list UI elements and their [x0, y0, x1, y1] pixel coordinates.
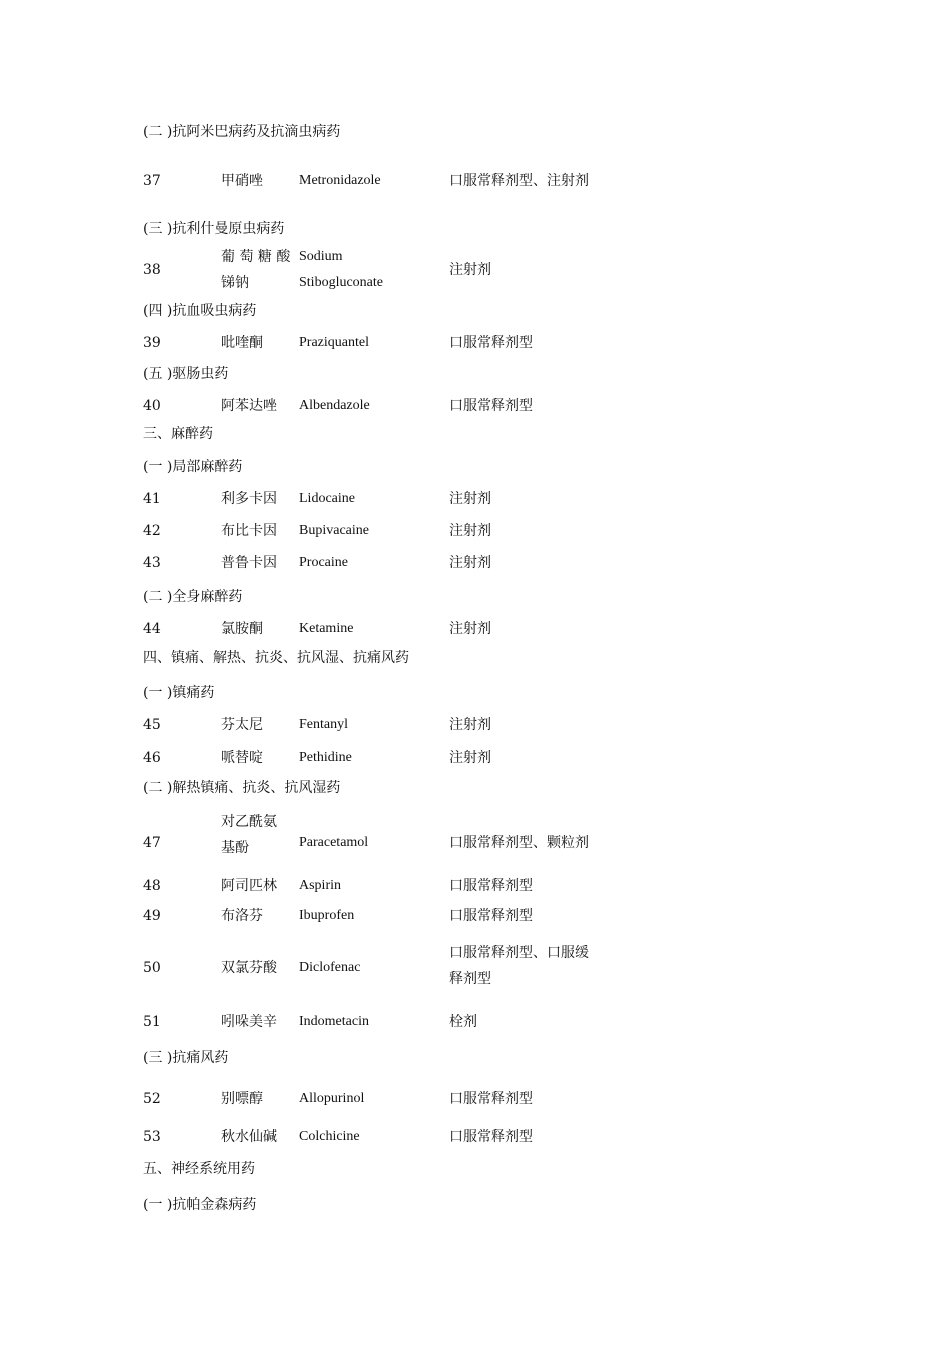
drug-name-en: Allopurinol: [299, 1091, 365, 1106]
drug-name-cn: 利多卡因: [221, 491, 277, 507]
drug-number: 40: [143, 398, 161, 414]
drug-number: 38: [143, 262, 161, 278]
heading-anesthetics: 三、麻醉药: [143, 426, 213, 442]
heading-anthelmintic: (五 )驱肠虫药: [143, 366, 229, 382]
drug-name-en: Indometacin: [299, 1014, 369, 1029]
table-row: [0, 491, 950, 507]
heading-antiparkinson: (一 )抗帕金森病药: [143, 1197, 257, 1213]
drug-number: 41: [143, 491, 161, 507]
drug-name-en: Lidocaine: [299, 491, 355, 506]
drug-name-cn: 吡喹酮: [221, 335, 263, 351]
heading-local-anesthetics: (一 )局部麻醉药: [143, 459, 243, 475]
drug-number: 49: [143, 908, 161, 924]
table-row: [0, 398, 950, 414]
drug-number: 45: [143, 717, 161, 733]
section-heading: [0, 124, 950, 140]
drug-number: 50: [143, 960, 161, 976]
table-row: [0, 555, 950, 571]
dosage-form: 注射剂: [449, 750, 491, 766]
table-row: [0, 814, 950, 856]
dosage-form: 口服常释剂型: [449, 398, 533, 414]
dosage-form: 注射剂: [449, 262, 491, 278]
drug-name-en: Albendazole: [299, 398, 370, 413]
drug-name-en: Paracetamol: [299, 835, 369, 850]
drug-number: 53: [143, 1129, 161, 1145]
drug-number: 51: [143, 1014, 161, 1030]
table-row: [0, 717, 950, 733]
dosage-form: 注射剂: [449, 523, 491, 539]
table-row: [0, 1091, 950, 1107]
heading-general-anesthetics: (二 )全身麻醉药: [143, 589, 243, 605]
drug-name-en: Pethidine: [299, 750, 352, 765]
dosage-form: 口服常释剂型: [449, 1091, 533, 1107]
dosage-form: 口服常释剂型、注射剂: [449, 173, 589, 189]
section-heading: [0, 221, 950, 237]
drug-number: 43: [143, 555, 161, 571]
dosage-form: 口服常释剂型、颗粒剂: [449, 835, 589, 851]
drug-name-cn: 甲硝唑: [221, 173, 263, 189]
drug-name-en-line: Sodium: [299, 249, 343, 264]
drug-name-cn: 布比卡因: [221, 523, 277, 539]
heading-schistosomiasis: (四 )抗血吸虫病药: [143, 303, 257, 319]
drug-number: 44: [143, 621, 161, 637]
drug-number: 39: [143, 335, 161, 351]
drug-name-en: Diclofenac: [299, 960, 361, 975]
heading-antigout: (三 )抗痛风药: [143, 1050, 229, 1066]
drug-name-cn: 别嘌醇: [221, 1091, 263, 1107]
section-heading: [0, 426, 950, 442]
table-row: [0, 908, 950, 924]
dosage-form-line: 释剂型: [449, 971, 491, 987]
drug-number: 47: [143, 835, 161, 851]
table-row: [0, 621, 950, 637]
heading-leishmania: (三 )抗利什曼原虫病药: [143, 221, 285, 237]
drug-name-cn-line: 对乙酰氨: [221, 814, 277, 830]
drug-name-en: Metronidazole: [299, 173, 381, 188]
drug-number: 37: [143, 173, 161, 189]
drug-name-cn-line: 葡 萄 糖 酸: [221, 249, 291, 265]
drug-name-cn: [221, 244, 290, 296]
drug-name-cn: 双氯芬酸: [221, 960, 277, 976]
dosage-form: 口服常释剂型: [449, 908, 533, 924]
drug-name-cn-line: 基酚: [221, 840, 249, 856]
drug-number: 46: [143, 750, 161, 766]
drug-name-cn-line: 锑钠: [221, 275, 249, 291]
table-row: [0, 335, 950, 351]
drug-name-cn: 哌替啶: [221, 750, 263, 766]
drug-name-cn: [221, 809, 277, 861]
heading-antiamoebic: (二 )抗阿米巴病药及抗滴虫病药: [143, 124, 341, 140]
dosage-form: 栓剂: [449, 1014, 477, 1030]
dosage-form: 注射剂: [449, 621, 491, 637]
drug-name-en: Praziquantel: [299, 335, 369, 350]
section-heading: [0, 780, 950, 796]
drug-name-en: Procaine: [299, 555, 348, 570]
drug-name-cn: 氯胺酮: [221, 621, 263, 637]
section-heading: [0, 366, 950, 382]
drug-name-en: [299, 244, 383, 296]
drug-name-en-line: Stibogluconate: [299, 275, 383, 290]
drug-name-cn: 布洛芬: [221, 908, 263, 924]
table-row: [0, 249, 950, 291]
dosage-form: 口服常释剂型: [449, 878, 533, 894]
drug-name-en: Ibuprofen: [299, 908, 355, 923]
section-heading: [0, 303, 950, 319]
table-row: [0, 1014, 950, 1030]
drug-number: 48: [143, 878, 161, 894]
heading-analgesics: 四、镇痛、解热、抗炎、抗风湿、抗痛风药: [143, 650, 409, 666]
section-heading: [0, 459, 950, 475]
dosage-form: 注射剂: [449, 717, 491, 733]
dosage-form: 注射剂: [449, 555, 491, 571]
table-row: [0, 878, 950, 894]
heading-nervous-system: 五、神经系统用药: [143, 1161, 255, 1177]
table-row: [0, 173, 950, 189]
drug-name-en: Ketamine: [299, 621, 354, 636]
drug-name-en: Aspirin: [299, 878, 341, 893]
dosage-form: 注射剂: [449, 491, 491, 507]
drug-number: 52: [143, 1091, 161, 1107]
heading-opioid-analgesics: (一 )镇痛药: [143, 685, 215, 701]
section-heading: [0, 685, 950, 701]
drug-number: 42: [143, 523, 161, 539]
drug-name-en: Fentanyl: [299, 717, 348, 732]
drug-name-cn: 普鲁卡因: [221, 555, 277, 571]
section-heading: [0, 650, 950, 666]
dosage-form: [449, 940, 589, 992]
drug-name-cn: 阿苯达唑: [221, 398, 277, 414]
dosage-form: 口服常释剂型: [449, 335, 533, 351]
dosage-form: 口服常释剂型: [449, 1129, 533, 1145]
section-heading: [0, 1050, 950, 1066]
drug-name-cn: 芬太尼: [221, 717, 263, 733]
drug-name-cn: 秋水仙碱: [221, 1129, 277, 1145]
drug-name-cn: 阿司匹林: [221, 878, 277, 894]
dosage-form-line: 口服常释剂型、口服缓: [449, 945, 589, 961]
table-row: [0, 750, 950, 766]
section-heading: [0, 1161, 950, 1177]
table-row: [0, 523, 950, 539]
drug-name-cn: 吲哚美辛: [221, 1014, 277, 1030]
section-heading: [0, 589, 950, 605]
drug-name-en: Colchicine: [299, 1129, 360, 1144]
drug-name-en: Bupivacaine: [299, 523, 369, 538]
heading-nsaids: (二 )解热镇痛、抗炎、抗风湿药: [143, 780, 341, 796]
table-row: [0, 945, 950, 987]
table-row: [0, 1129, 950, 1145]
section-heading: [0, 1197, 950, 1213]
